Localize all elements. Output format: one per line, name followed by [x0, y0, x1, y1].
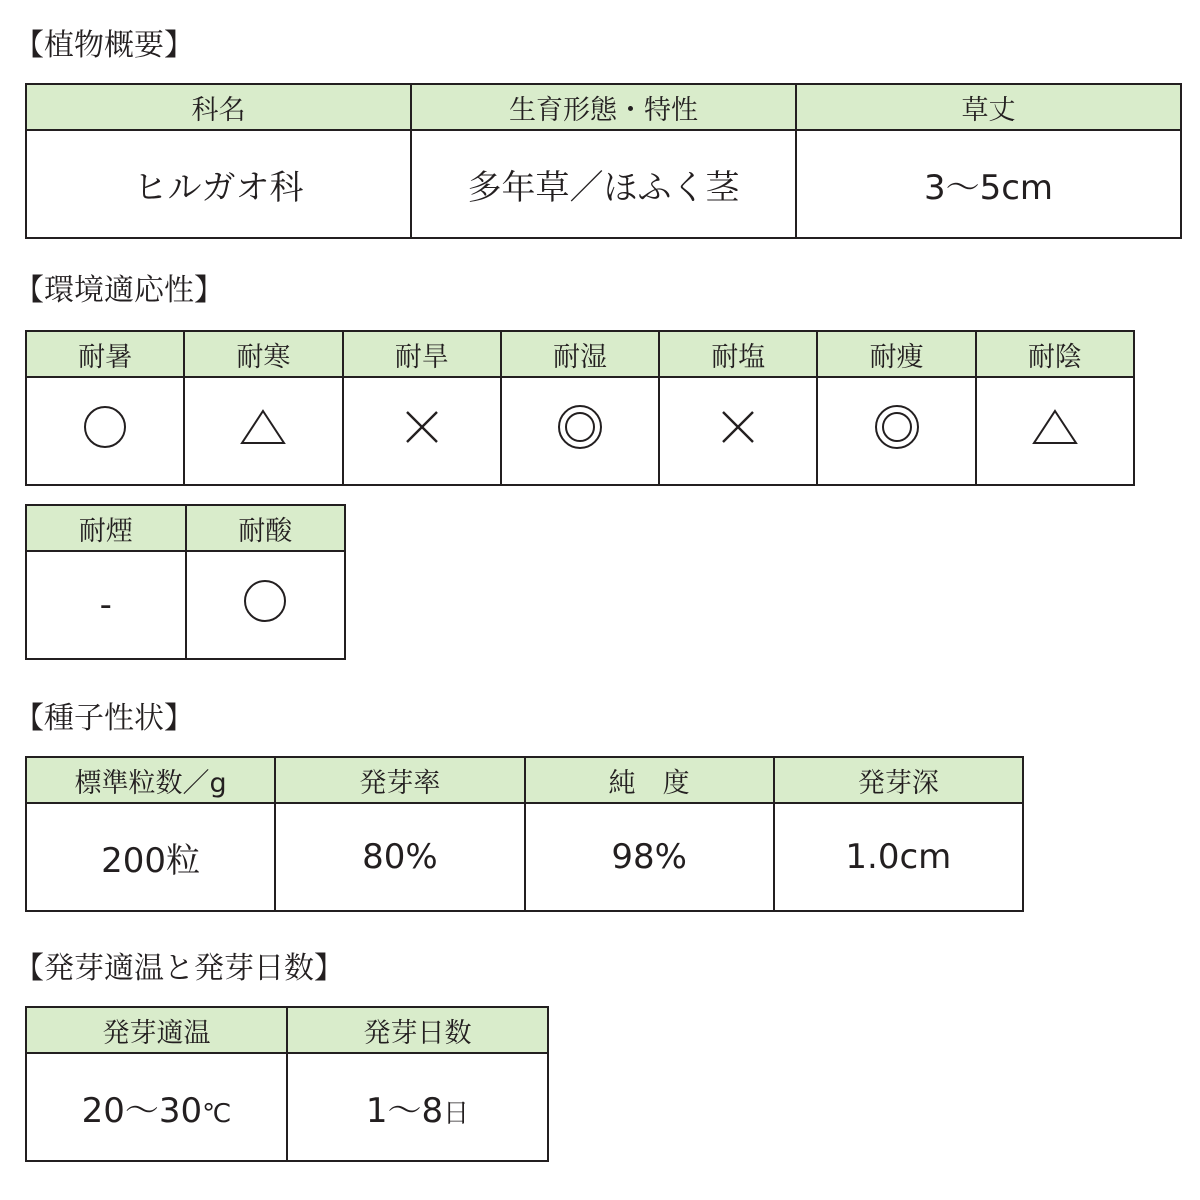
cross-icon	[402, 407, 442, 456]
germination-header-days: 発芽日数	[287, 1007, 548, 1053]
seed-value-count: 200粒	[26, 803, 275, 911]
germination-temp-unit: ℃	[202, 1098, 232, 1129]
env-header-shade: 耐陰	[976, 331, 1134, 377]
overview-header-form: 生育形態・特性	[411, 84, 796, 130]
env-cell-acid	[186, 551, 346, 659]
env-header-cold: 耐寒	[184, 331, 342, 377]
triangle-icon	[239, 407, 287, 456]
overview-header-family: 科名	[26, 84, 411, 130]
env-cell-cold	[184, 377, 342, 485]
triangle-icon	[1031, 407, 1079, 456]
env-cell-salt	[659, 377, 817, 485]
env-cell-poor-soil	[817, 377, 975, 485]
germination-days-number: 1～8	[365, 1090, 444, 1131]
cross-icon	[718, 407, 758, 456]
double-circle-icon	[556, 403, 604, 460]
germination-title: 【発芽適温と発芽日数】	[14, 951, 344, 986]
overview-value-height: 3～5cm	[796, 130, 1181, 238]
env-header-smoke: 耐煙	[26, 505, 186, 551]
overview-value-family: ヒルガオ科	[26, 130, 411, 238]
circle-icon	[82, 404, 128, 459]
germination-temp-number: 20～30	[81, 1090, 203, 1131]
env-header-poor-soil: 耐痩	[817, 331, 975, 377]
germination-value-temp	[26, 1053, 287, 1161]
germination-days-unit: 日	[443, 1098, 470, 1129]
env-cell-shade	[976, 377, 1134, 485]
env-cell-heat	[26, 377, 184, 485]
seed-header-depth: 発芽深	[774, 757, 1023, 803]
circle-icon	[242, 578, 288, 633]
env-header-drought: 耐旱	[343, 331, 501, 377]
overview-value-form: 多年草／ほふく茎	[411, 130, 796, 238]
overview-header-height: 草丈	[796, 84, 1181, 130]
germination-table	[25, 1006, 549, 1162]
germination-header-temp: 発芽適温	[26, 1007, 287, 1053]
env-header-acid: 耐酸	[186, 505, 346, 551]
environment-table-2	[25, 504, 346, 660]
env-cell-humidity	[501, 377, 659, 485]
seed-header-purity: 純 度	[525, 757, 774, 803]
seed-value-germination-rate: 80%	[275, 803, 524, 911]
env-cell-smoke: -	[26, 551, 186, 659]
env-header-heat: 耐暑	[26, 331, 184, 377]
seed-title: 【種子性状】	[14, 701, 194, 736]
env-cell-drought	[343, 377, 501, 485]
environment-title: 【環境適応性】	[14, 273, 224, 308]
overview-title: 【植物概要】	[14, 28, 194, 63]
overview-table	[25, 83, 1182, 239]
seed-value-depth: 1.0cm	[774, 803, 1023, 911]
seed-header-germination-rate: 発芽率	[275, 757, 524, 803]
env-header-salt: 耐塩	[659, 331, 817, 377]
seed-header-count: 標準粒数／g	[26, 757, 275, 803]
seed-value-purity: 98%	[525, 803, 774, 911]
double-circle-icon	[873, 403, 921, 460]
seed-table	[25, 756, 1024, 912]
germination-value-days	[287, 1053, 548, 1161]
env-header-humidity: 耐湿	[501, 331, 659, 377]
environment-table-1	[25, 330, 1135, 486]
